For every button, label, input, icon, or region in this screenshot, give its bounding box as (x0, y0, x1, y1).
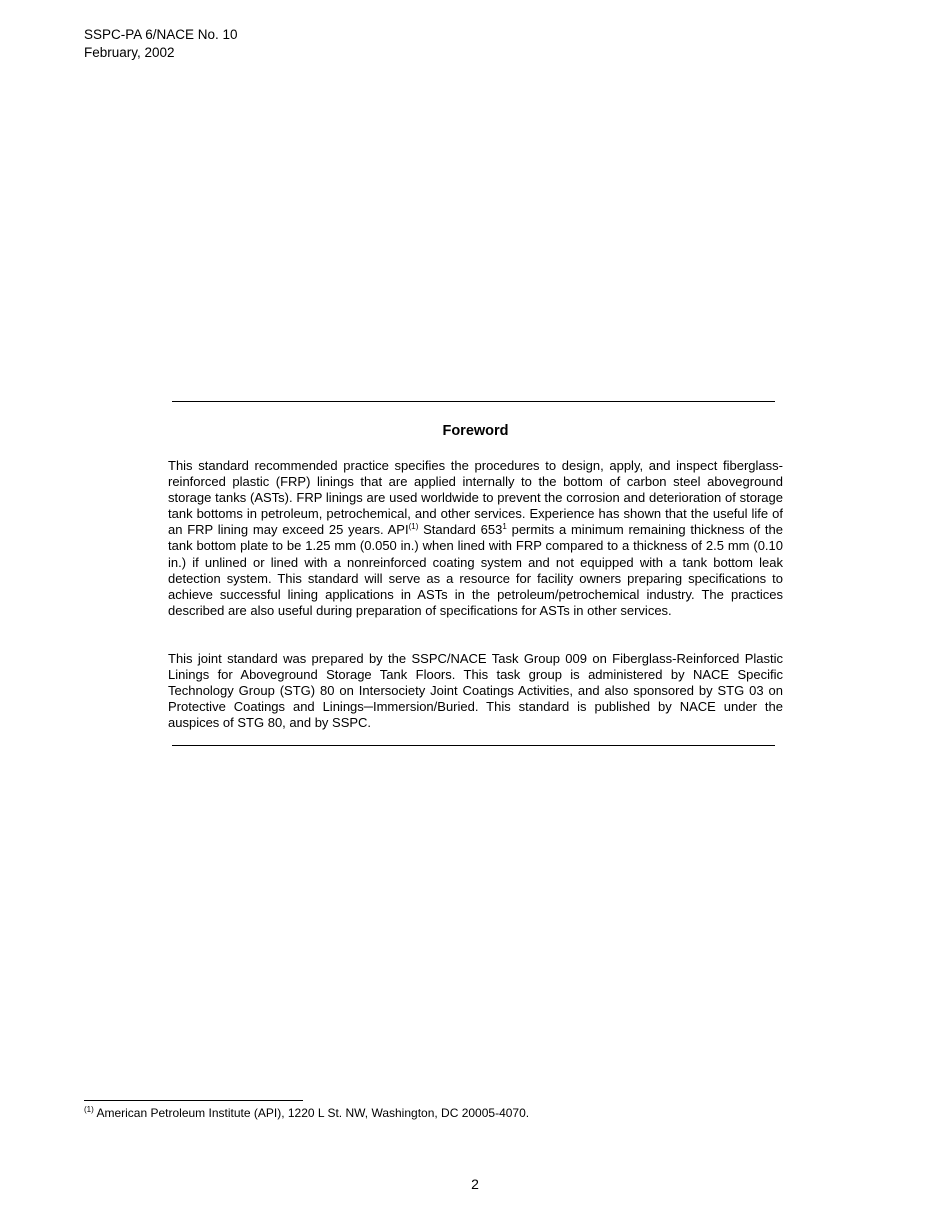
reference-ref-1: 1 (502, 522, 507, 532)
footnote-separator (84, 1100, 303, 1101)
footnote-text: American Petroleum Institute (API), 1220 L St. NW, Washington, DC 20005-4070. (93, 1106, 530, 1120)
footnote-ref-1: (1) (408, 522, 419, 532)
page-number: 2 (471, 1176, 479, 1192)
foreword-paragraph-1 (168, 458, 783, 619)
paragraph-1-text-b: Standard 653 (418, 522, 503, 538)
paragraph-1-text-c: permits a minimum remaining thickness of the tank bottom plate to be 1.25 mm (0.050 in.) when lined with FRP compared to a thickness of 2.5 mm (0.10 in.) if unlined or lined with a nonreinforced coating system and not equipped with a tank bottom leak detection system. This standard will serve as a resource for facility owners preparing specifications to achieve successful lining applications in ASTs in the petroleum/petrochemical industry. The practices described are also useful during preparation of specifications for ASTs in other services. (168, 522, 783, 618)
paragraph-1-text-a: This standard recommended practice specifies the procedures to design, apply, and inspect fiberglass-reinforced plastic (FRP) linings that are applied internally to the bottom of carbon steel aboveground storage tanks (ASTs). FRP linings are used worldwide to prevent the corrosion and deterioration of storage tank bottoms in petroleum, petrochemical, and other services. Experience has shown that the useful life of an FRP lining may exceed 25 years. API (168, 458, 783, 538)
foreword-bottom-rule (172, 745, 775, 746)
foreword-title: Foreword (442, 423, 509, 439)
document-id: SSPC-PA 6/NACE No. 10 (84, 27, 238, 42)
paragraph-2-text: This joint standard was prepared by the SSPC/NACE Task Group 009 on Fiberglass-Reinforced Plastic Linings for Aboveground Storage Tank Floors. This task group is administered by NACE Specific Technology Group (STG) 80 on Intersociety Joint Coatings Activities, and also sponsored by STG 03 on Protective Coatings and Linings─Immersion/Buried. This standard is published by NACE under the auspices of STG 80, and by SSPC. (168, 651, 783, 731)
foreword-paragraph-2 (168, 651, 783, 731)
document-date: February, 2002 (84, 45, 175, 60)
page-header (84, 26, 238, 62)
footnote-marker: (1) (84, 1105, 94, 1114)
footnote (84, 1106, 529, 1121)
foreword-top-rule (172, 401, 775, 402)
